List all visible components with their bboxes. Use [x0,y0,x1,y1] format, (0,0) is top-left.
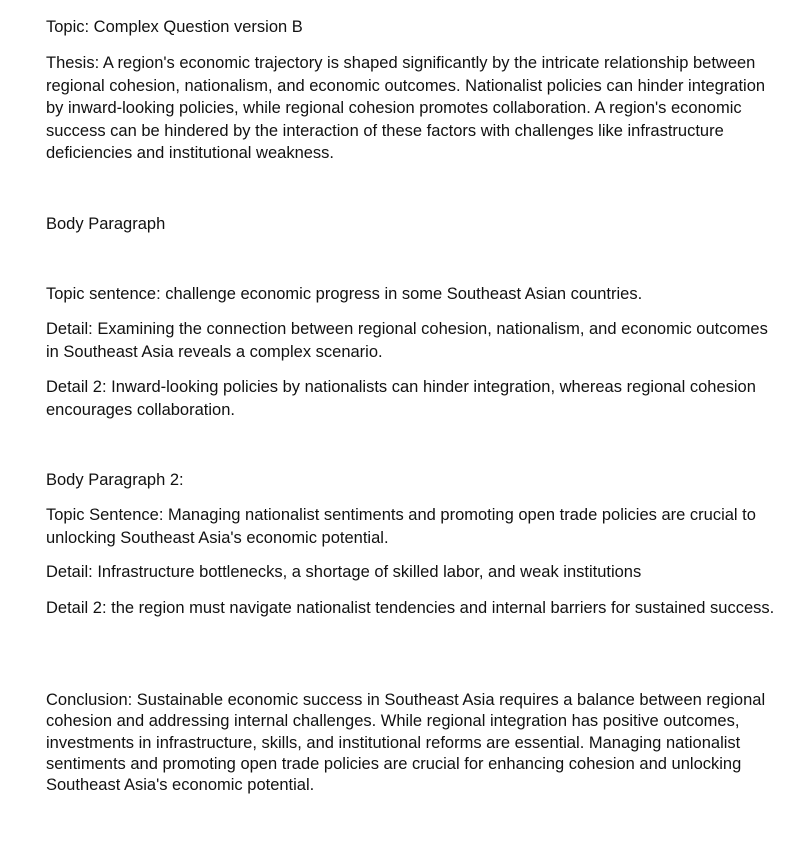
body-paragraph-2-heading: Body Paragraph 2: [46,471,184,489]
topic-line: Topic: Complex Question version B [46,18,303,36]
body-paragraph-1-heading: Body Paragraph [46,215,166,233]
conclusion-paragraph: Conclusion: Sustainable economic success in Southeast Asia requires a balance between regional cohesion and addressing internal challenges. While regional integration has positive outcomes, investments in infrastructure, skills, and institutional reforms are essential. Managing nationalist sentiments and promoting open trade policies are crucial for enhancing cohesion and unlocking Southeast Asia's economic potential. [46,691,766,795]
body-paragraph-2-detail: Detail: Infrastructure bottlenecks, a shortage of skilled labor, and weak institutions [46,563,642,581]
body-paragraph-2-detail-2: Detail 2: the region must navigate nationalist tendencies and internal barriers for sustained success. [46,599,775,617]
body-paragraph-2-topic-sentence: Topic Sentence: Managing nationalist sentiments and promoting open trade policies are crucial to unlocking Southeast Asia's economic potential. [46,506,756,547]
thesis-paragraph: Thesis: A region's economic trajectory is shaped significantly by the intricate relationship between regional cohesion, nationalism, and economic outcomes. Nationalist policies can hinder integration by inward-looking policies, while regional cohesion promotes collaboration. A region's economic success can be hindered by the interaction of these factors with challenges like infrastructure deficiencies and institutional weakness. [46,54,766,162]
body-paragraph-1-detail: Detail: Examining the connection between regional cohesion, nationalism, and economic outcomes in Southeast Asia reveals a complex scenario. [46,320,768,361]
body-paragraph-1-detail-2: Detail 2: Inward-looking policies by nationalists can hinder integration, whereas regional cohesion encourages collaboration. [46,378,756,419]
body-paragraph-1-topic-sentence: Topic sentence: challenge economic progress in some Southeast Asian countries. [46,285,643,303]
